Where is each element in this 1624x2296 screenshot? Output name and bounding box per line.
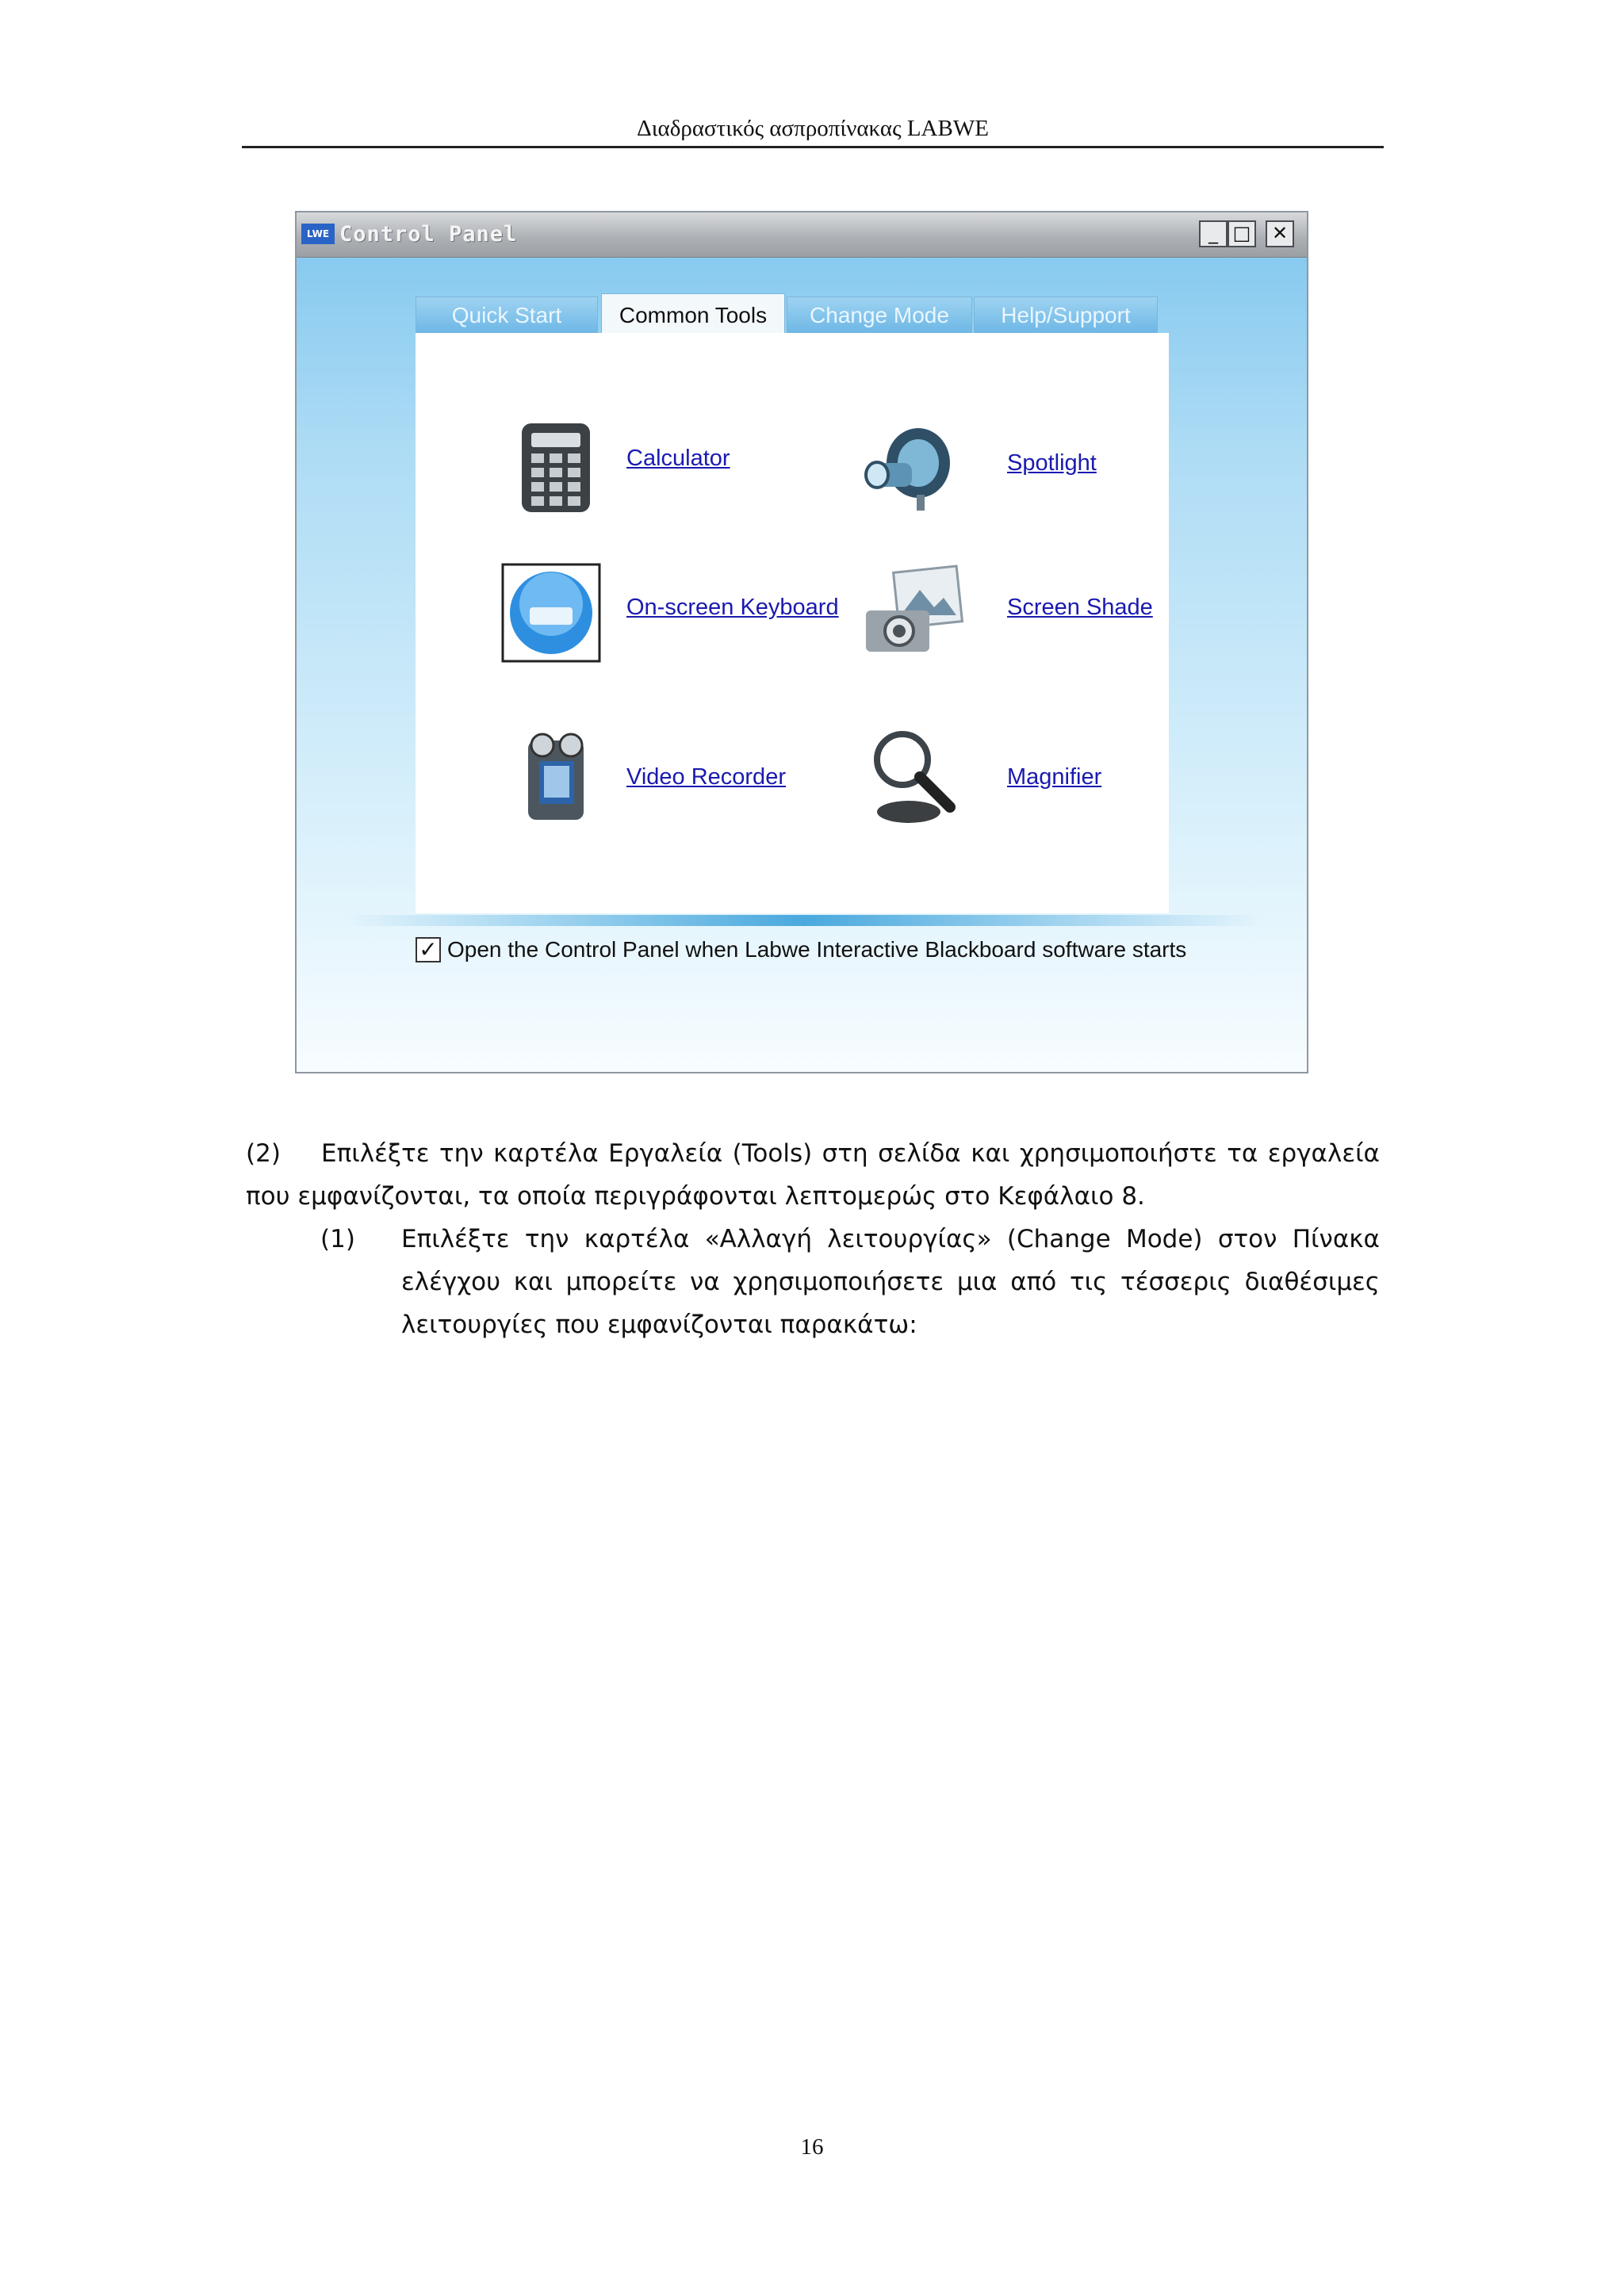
paragraph-2-number: (2) <box>246 1139 281 1168</box>
on-screen-keyboard-link[interactable]: On-screen Keyboard <box>626 595 839 620</box>
magnifier-icon[interactable] <box>861 726 964 829</box>
paragraph-2-text: Επιλέξτε την καρτέλα Εργαλεία (Tools) στη σελίδα και χρησιμοποιήστε τα εργαλεία που εμφανίζονται, τα οποία περιγράφονται λεπτομερώς στο Κεφάλαιο 8. <box>246 1139 1380 1211</box>
title-bar <box>297 212 1307 258</box>
spotlight-link[interactable]: Spotlight <box>1007 450 1097 476</box>
page-number: 16 <box>800 2134 824 2160</box>
tab-help-support[interactable]: Help/Support <box>974 297 1158 333</box>
control-panel-window <box>295 211 1308 1073</box>
labwe-logo: LWE <box>301 224 335 244</box>
screen-shade-link[interactable]: Screen Shade <box>1007 595 1153 620</box>
magnifier-link[interactable]: Magnifier <box>1007 764 1102 790</box>
panel-glow-divider <box>344 915 1264 926</box>
tools-panel <box>416 333 1169 913</box>
close-button[interactable]: ✕ <box>1266 220 1294 247</box>
maximize-button[interactable]: □ <box>1228 220 1256 247</box>
calculator-link[interactable]: Calculator <box>626 446 730 471</box>
startup-checkbox-label: Open the Control Panel when Labwe Interactive Blackboard software starts <box>447 937 1187 962</box>
paragraph-2 <box>246 1132 1380 1218</box>
paragraph-1-text: Επιλέξτε την καρτέλα «Αλλαγή λειτουργίας» (Change Mode) στον Πίνακα ελέγχου και μπορείτε να χρησιμοποιήσετε μια από τις τέσσερις διαθέσιμες λειτουργίες που εμφανίζονται παρακάτω: <box>401 1225 1380 1339</box>
tab-change-mode[interactable]: Change Mode <box>787 297 972 333</box>
video-recorder-link[interactable]: Video Recorder <box>626 764 786 790</box>
tab-quick-start[interactable]: Quick Start <box>416 297 598 333</box>
paragraph-1-number: (1) <box>320 1225 355 1253</box>
tab-common-tools[interactable]: Common Tools <box>601 293 785 333</box>
window-title: Control Panel <box>339 222 518 247</box>
minimize-button[interactable]: _ <box>1199 220 1228 247</box>
screen-shade-icon[interactable] <box>861 563 964 666</box>
page-header: Διαδραστικός ασπροπίνακας LABWE <box>637 116 989 141</box>
header-rule <box>242 146 1384 148</box>
calculator-icon[interactable] <box>504 415 607 519</box>
video-recorder-icon[interactable] <box>504 726 607 829</box>
startup-checkbox[interactable]: ✓ <box>416 937 441 962</box>
spotlight-icon[interactable] <box>861 415 964 519</box>
keyboard-icon[interactable] <box>501 563 604 666</box>
